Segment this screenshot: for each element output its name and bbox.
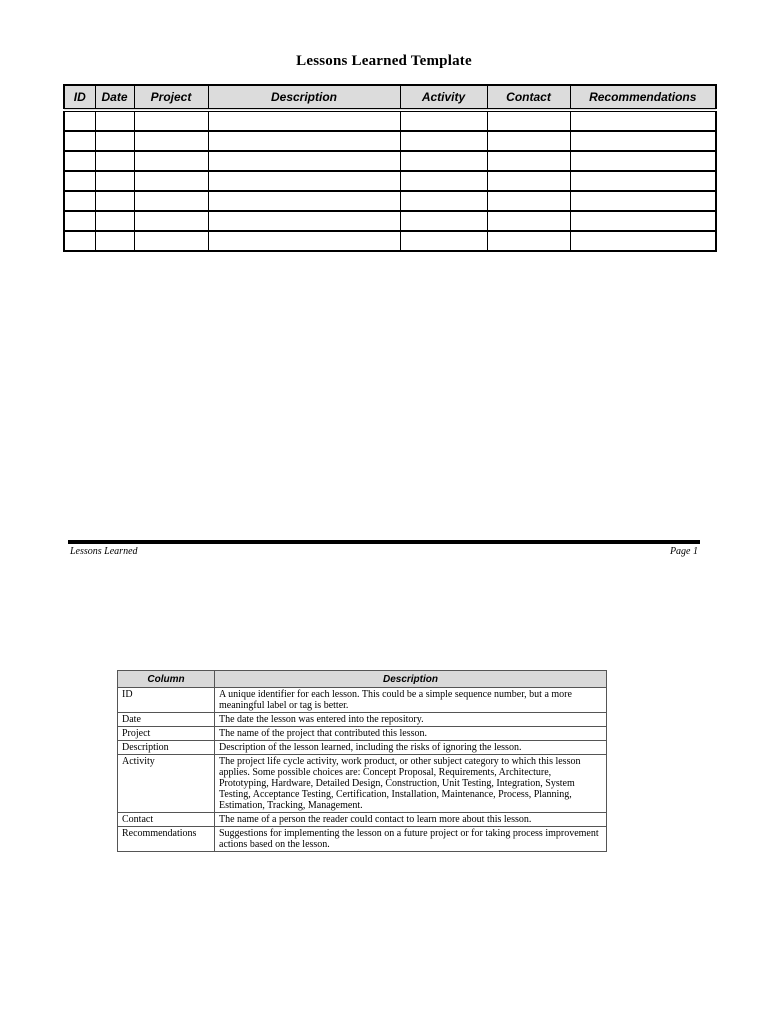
lessons-table-row bbox=[64, 110, 716, 131]
header-id: ID bbox=[64, 85, 95, 110]
header-project: Project bbox=[134, 85, 208, 110]
lessons-table-cell bbox=[95, 231, 134, 251]
lessons-table-cell bbox=[64, 131, 95, 151]
lessons-table-cell bbox=[95, 171, 134, 191]
lessons-table-cell bbox=[570, 211, 716, 231]
lessons-table-cell bbox=[570, 151, 716, 171]
lessons-table-cell bbox=[400, 191, 487, 211]
lessons-table-cell bbox=[134, 171, 208, 191]
lessons-table-cell bbox=[64, 231, 95, 251]
lessons-table-cell bbox=[95, 110, 134, 131]
reference-column-name: Contact bbox=[118, 813, 215, 827]
lessons-table-cell bbox=[208, 131, 400, 151]
header-activity: Activity bbox=[400, 85, 487, 110]
lessons-table-cell bbox=[487, 211, 570, 231]
reference-column-name: Description bbox=[118, 741, 215, 755]
lessons-table-row bbox=[64, 131, 716, 151]
lessons-table-row bbox=[64, 211, 716, 231]
lessons-table-cell bbox=[95, 151, 134, 171]
lessons-table-cell bbox=[208, 231, 400, 251]
lessons-table-cell bbox=[134, 131, 208, 151]
lessons-table-cell bbox=[208, 191, 400, 211]
lessons-table-cell bbox=[487, 191, 570, 211]
lessons-table-cell bbox=[570, 171, 716, 191]
reference-column-description: The project life cycle activity, work product, or other subject category to which this lesson applies. Some possible choices are: Concept Proposal, Requirements, Architecture, Prototyping, Hardware, Detailed Design, Construction, Unit Testing, Integration, System Testing, Acceptance Testing, Certification, Installation, Maintenance, Process, Planning, Estimation, Tracking, Management. bbox=[215, 755, 607, 813]
lessons-table-cell bbox=[134, 110, 208, 131]
lessons-table-cell bbox=[400, 110, 487, 131]
lessons-table-cell bbox=[64, 211, 95, 231]
lessons-table-cell bbox=[134, 191, 208, 211]
reference-column-description: Suggestions for implementing the lesson on a future project or for taking process improvement actions based on the lesson. bbox=[215, 827, 607, 852]
lessons-table-body bbox=[64, 110, 716, 251]
lessons-table-cell bbox=[134, 231, 208, 251]
lessons-table-row bbox=[64, 171, 716, 191]
lessons-table-cell bbox=[487, 151, 570, 171]
footer-page-number: Page 1 bbox=[669, 546, 698, 557]
lessons-table-cell bbox=[64, 110, 95, 131]
reference-column-description: The name of a person the reader could contact to learn more about this lesson. bbox=[215, 813, 607, 827]
lessons-table-cell bbox=[134, 151, 208, 171]
footer-document-name: Lessons Learned bbox=[70, 546, 138, 557]
lessons-table-cell bbox=[95, 131, 134, 151]
reference-column-name: Date bbox=[118, 713, 215, 727]
lessons-table-cell bbox=[95, 211, 134, 231]
reference-row bbox=[118, 813, 607, 827]
lessons-table-cell bbox=[208, 151, 400, 171]
lessons-table-row bbox=[64, 151, 716, 171]
lessons-table-cell bbox=[487, 110, 570, 131]
lessons-table-cell bbox=[208, 110, 400, 131]
lessons-table-cell bbox=[570, 131, 716, 151]
reference-column-description: The name of the project that contributed this lesson. bbox=[215, 727, 607, 741]
lessons-table-cell bbox=[487, 171, 570, 191]
reference-column-description: The date the lesson was entered into the repository. bbox=[215, 713, 607, 727]
lessons-table-cell bbox=[400, 131, 487, 151]
header-contact: Contact bbox=[487, 85, 570, 110]
lessons-table-cell bbox=[400, 171, 487, 191]
reference-row bbox=[118, 741, 607, 755]
lessons-table-cell bbox=[570, 191, 716, 211]
reference-column-description: A unique identifier for each lesson. This could be a simple sequence number, but a more meaningful label or tag is better. bbox=[215, 688, 607, 713]
lessons-table-cell bbox=[400, 211, 487, 231]
reference-row bbox=[118, 727, 607, 741]
lessons-table-cell bbox=[208, 171, 400, 191]
lessons-table-cell bbox=[134, 211, 208, 231]
lessons-table-cell bbox=[64, 171, 95, 191]
reference-header-description: Description bbox=[215, 671, 607, 688]
lessons-table-cell bbox=[570, 231, 716, 251]
page-title: Lessons Learned Template bbox=[296, 53, 472, 69]
header-date: Date bbox=[95, 85, 134, 110]
lessons-table-cell bbox=[570, 110, 716, 131]
reference-column-name: ID bbox=[118, 688, 215, 713]
footer-rule bbox=[68, 540, 700, 544]
lessons-table-cell bbox=[95, 191, 134, 211]
lessons-table-cell bbox=[487, 231, 570, 251]
reference-row bbox=[118, 688, 607, 713]
reference-column-name: Project bbox=[118, 727, 215, 741]
lessons-table-cell bbox=[400, 231, 487, 251]
lessons-table-cell bbox=[487, 131, 570, 151]
reference-row bbox=[118, 755, 607, 813]
lessons-table bbox=[63, 84, 717, 252]
lessons-table-cell bbox=[64, 151, 95, 171]
header-recommendations: Recommendations bbox=[570, 85, 716, 110]
reference-row bbox=[118, 713, 607, 727]
lessons-table-cell bbox=[64, 191, 95, 211]
reference-header-row bbox=[118, 671, 607, 688]
reference-row bbox=[118, 827, 607, 852]
lessons-table-cell bbox=[208, 211, 400, 231]
header-description: Description bbox=[208, 85, 400, 110]
column-reference-table bbox=[117, 670, 607, 852]
lessons-table-row bbox=[64, 191, 716, 211]
lessons-table-header-row bbox=[64, 85, 716, 110]
reference-column-description: Description of the lesson learned, including the risks of ignoring the lesson. bbox=[215, 741, 607, 755]
reference-header-column: Column bbox=[118, 671, 215, 688]
reference-column-name: Activity bbox=[118, 755, 215, 813]
lessons-table-cell bbox=[400, 151, 487, 171]
reference-column-name: Recommendations bbox=[118, 827, 215, 852]
lessons-table-row bbox=[64, 231, 716, 251]
